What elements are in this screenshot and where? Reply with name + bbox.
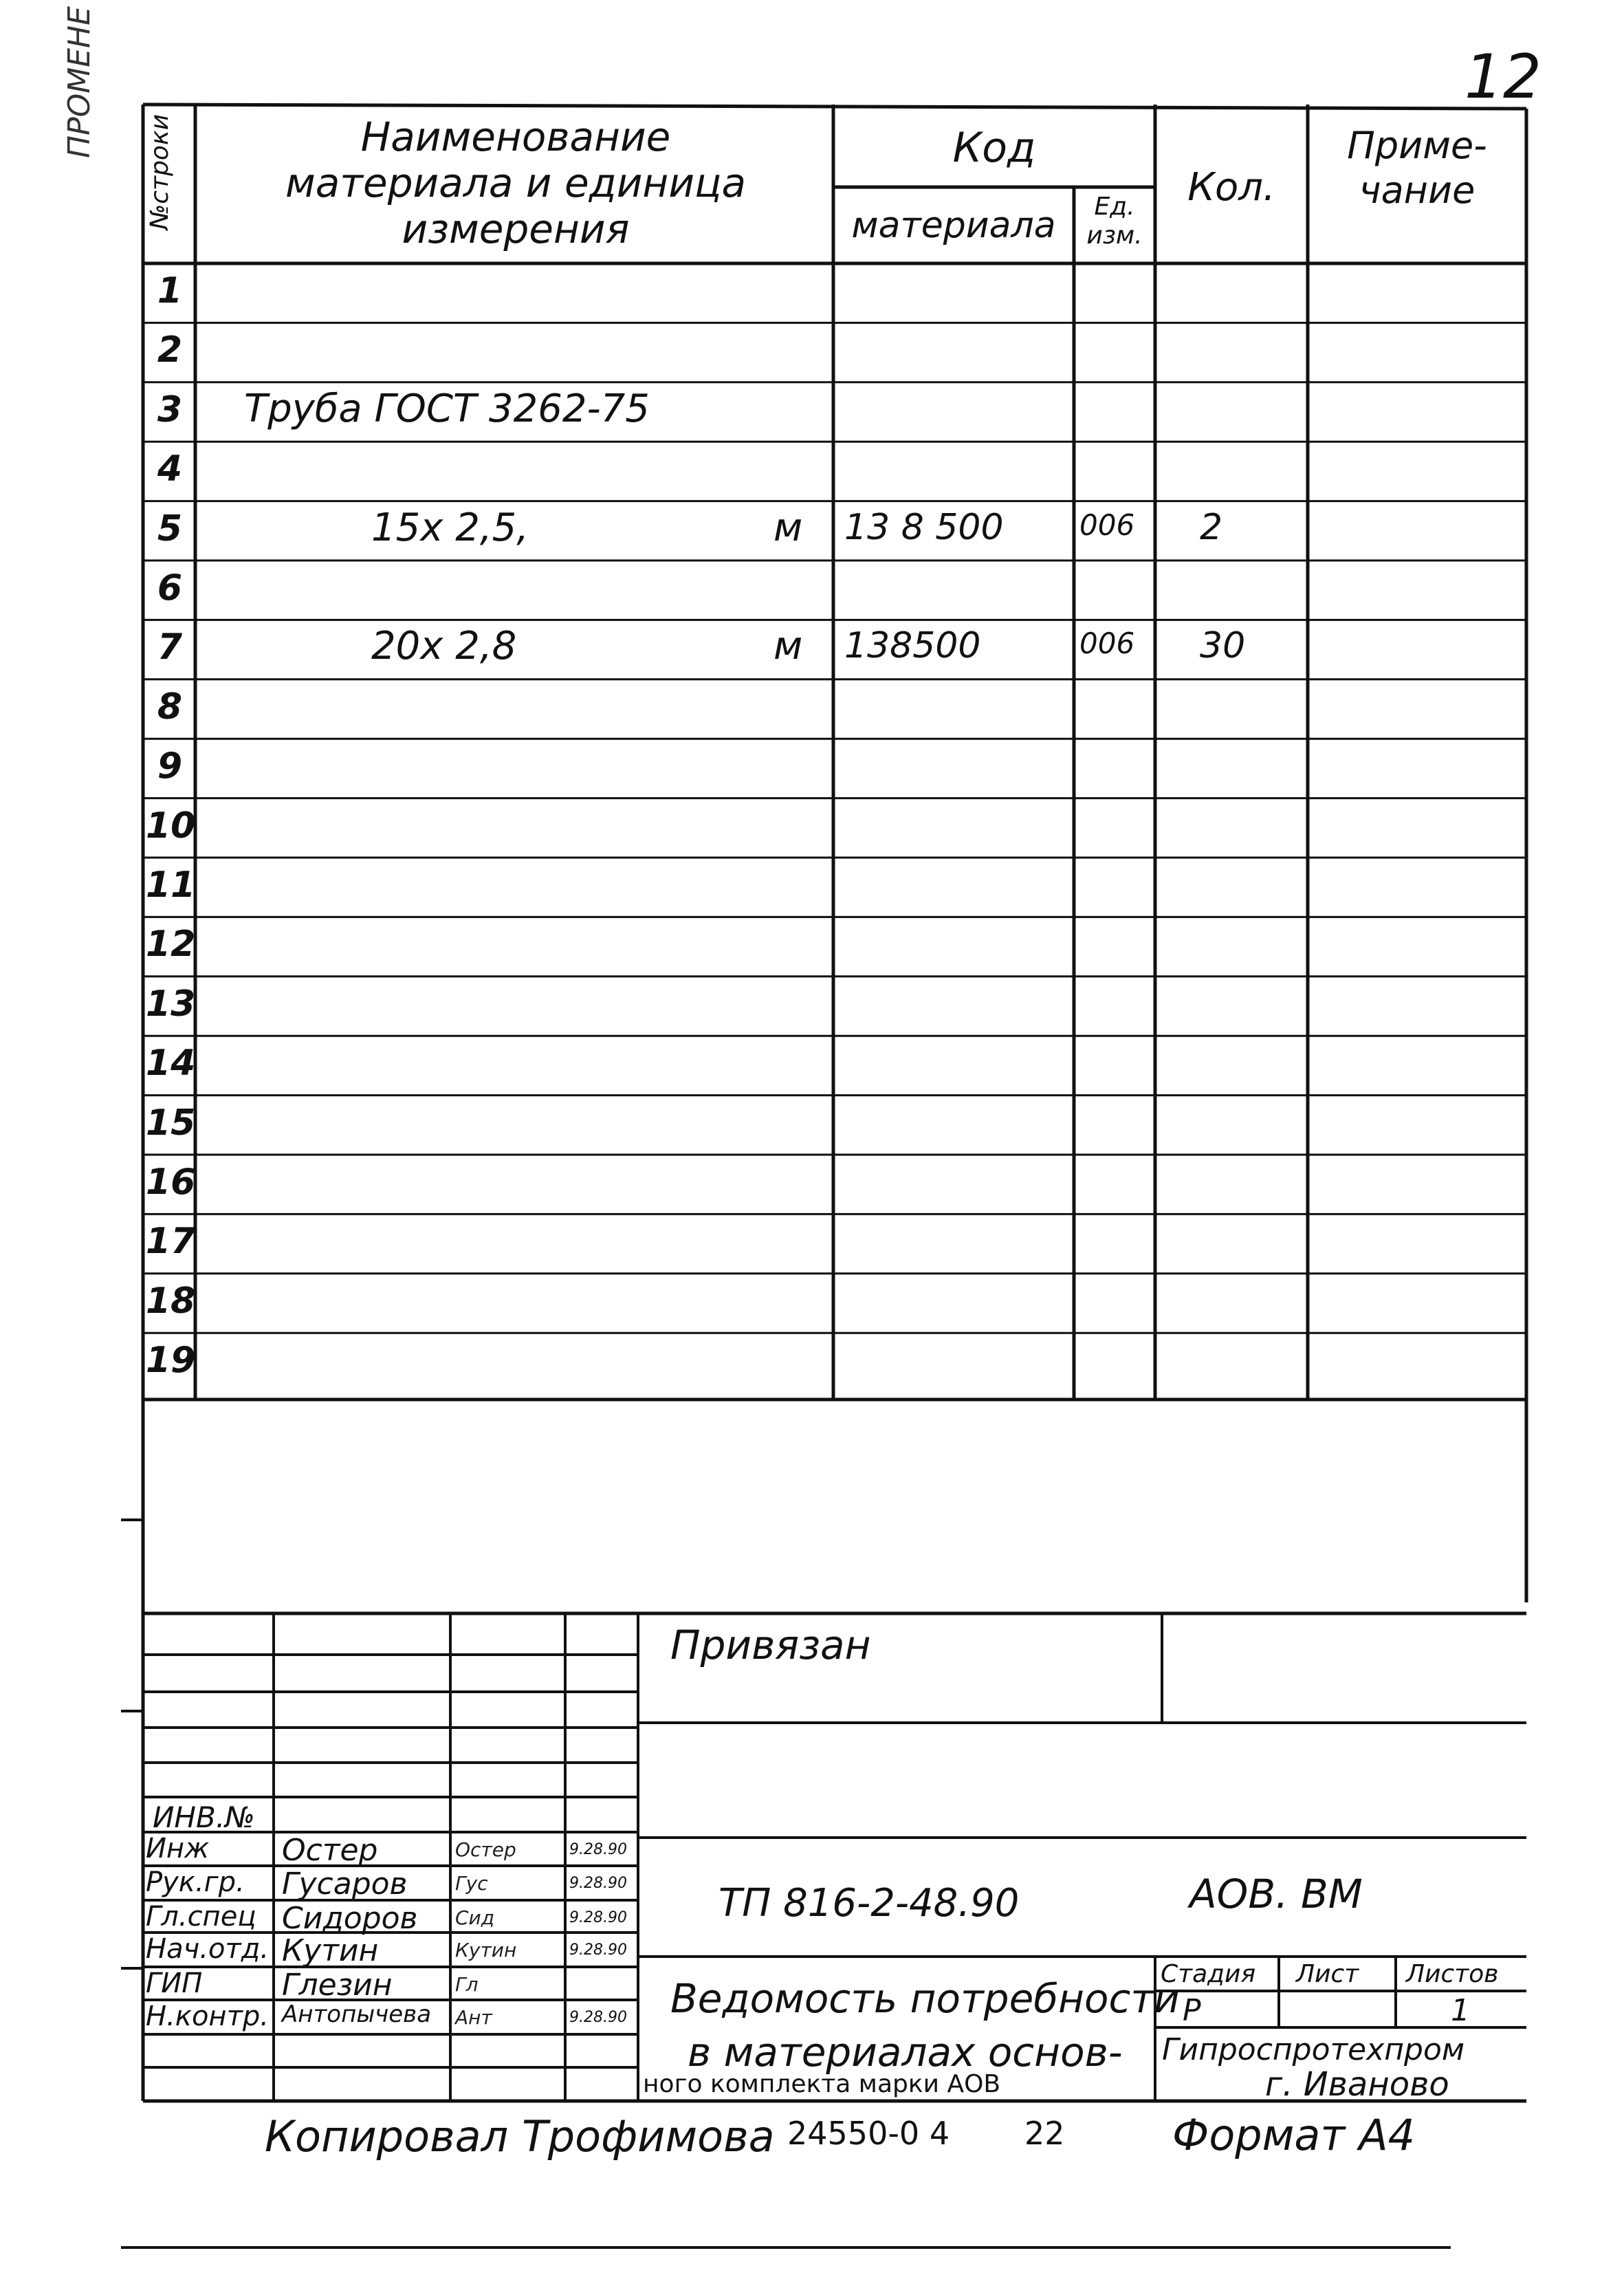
- row-number: 15: [146, 1102, 196, 1144]
- row-number: 10: [146, 805, 196, 847]
- doc-code: ТП 816-2-48.90: [718, 1881, 1020, 1926]
- sheet-label: Лист: [1296, 1960, 1359, 1988]
- row-name: 15х 2,5,: [371, 505, 529, 550]
- staff-name: Глезин: [282, 1968, 393, 2003]
- staff-role: Гл.спец: [146, 1901, 256, 1933]
- staff-date: 9.28.90: [569, 1909, 627, 1926]
- header-name-2: материала и единица: [285, 160, 747, 206]
- format-label: Формат А4: [1172, 2110, 1416, 2160]
- row-number: 1: [157, 270, 183, 312]
- sheets-label: Листов: [1406, 1960, 1499, 1988]
- row-number: 17: [146, 1221, 196, 1263]
- row-number: 7: [157, 627, 183, 668]
- inv-no-label: ИНВ.№: [153, 1800, 255, 1834]
- staff-name: Кутин: [282, 1933, 379, 1968]
- row-name: 20х 2,8: [371, 624, 517, 669]
- org-line-2: г. Иваново: [1265, 2065, 1449, 2104]
- row-unit-code: 006: [1079, 627, 1135, 661]
- row-number: 9: [157, 745, 183, 787]
- linked-label: Привязан: [670, 1622, 871, 1668]
- sheets-value: 1: [1451, 1993, 1470, 2028]
- stage-label: Стадия: [1161, 1960, 1256, 1988]
- staff-date: 9.28.90: [569, 1841, 627, 1858]
- row-number: 19: [146, 1340, 196, 1382]
- row-number: 13: [146, 983, 196, 1025]
- doc-title-2: в материалах основ-: [688, 2029, 1123, 2076]
- row-code: 13 8 500: [844, 506, 1004, 548]
- order-number: 24550-0 4: [787, 2115, 950, 2152]
- row-number: 14: [146, 1043, 196, 1085]
- row-number: 4: [157, 448, 183, 490]
- page-number: 22: [1024, 2115, 1065, 2152]
- staff-date: 9.28.90: [569, 2009, 627, 2026]
- row-number: 16: [146, 1162, 196, 1203]
- staff-signature: Гус: [455, 1872, 488, 1895]
- row-number: 11: [146, 864, 196, 906]
- staff-date: 9.28.90: [569, 1875, 627, 1892]
- header-note-1: Приме-: [1347, 124, 1487, 167]
- row-number: 6: [157, 567, 183, 609]
- staff-signature: Кутин: [455, 1939, 517, 1961]
- row-qty: 2: [1200, 506, 1223, 548]
- header-code-unit-2: изм.: [1086, 221, 1143, 250]
- header-code: Код: [952, 124, 1036, 172]
- header-name-1: Наименование: [360, 113, 671, 160]
- staff-signature: Ант: [455, 2006, 492, 2029]
- header-row-no: №строки: [146, 113, 174, 230]
- copied-by: Копировал Трофимова: [265, 2111, 775, 2162]
- margin-note: ПРОМЕНЕ: [62, 6, 97, 158]
- stage-value: Р: [1183, 1993, 1201, 2028]
- doc-mark: АОВ. ВМ: [1189, 1871, 1363, 1917]
- staff-role: ГИП: [146, 1968, 203, 1999]
- staff-name: Антопычева: [282, 2001, 432, 2028]
- header-note-2: чание: [1359, 168, 1475, 212]
- sheet-number: 12: [1464, 41, 1541, 112]
- row-number: 2: [157, 329, 183, 371]
- row-number: 5: [157, 508, 183, 549]
- staff-role: Н.контр.: [146, 2001, 269, 2032]
- staff-name: Сидоров: [282, 1901, 418, 1936]
- row-name: Труба ГОСТ 3262-75: [244, 386, 650, 431]
- doc-title-3: ного комплекта марки АОВ: [643, 2070, 1001, 2098]
- staff-role: Рук.гр.: [146, 1866, 245, 1898]
- row-number: 8: [157, 686, 183, 728]
- row-number: 12: [146, 924, 196, 966]
- staff-role: Нач.отд.: [146, 1933, 270, 1965]
- row-unit: м: [773, 624, 803, 669]
- row-number: 3: [157, 389, 183, 431]
- row-unit-code: 006: [1079, 508, 1135, 542]
- row-number: 18: [146, 1280, 196, 1322]
- header-code-material: материала: [851, 205, 1056, 246]
- row-qty: 30: [1200, 625, 1246, 667]
- row-unit: м: [773, 505, 803, 550]
- doc-title-1: Ведомость потребности: [670, 1975, 1180, 2022]
- header-code-unit-1: Ед.: [1094, 193, 1135, 221]
- staff-name: Остер: [282, 1833, 378, 1868]
- org-line-1: Гипроспротехпром: [1162, 2032, 1465, 2067]
- staff-name: Гусаров: [282, 1866, 408, 1902]
- row-code: 138500: [844, 625, 981, 667]
- header-name-3: измерения: [402, 206, 630, 252]
- header-qty: Кол.: [1187, 165, 1275, 210]
- staff-role: Инж: [146, 1833, 210, 1864]
- staff-signature: Сид: [455, 1906, 495, 1929]
- staff-date: 9.28.90: [569, 1941, 627, 1959]
- staff-signature: Остер: [455, 1838, 516, 1861]
- staff-signature: Гл: [455, 1973, 479, 1996]
